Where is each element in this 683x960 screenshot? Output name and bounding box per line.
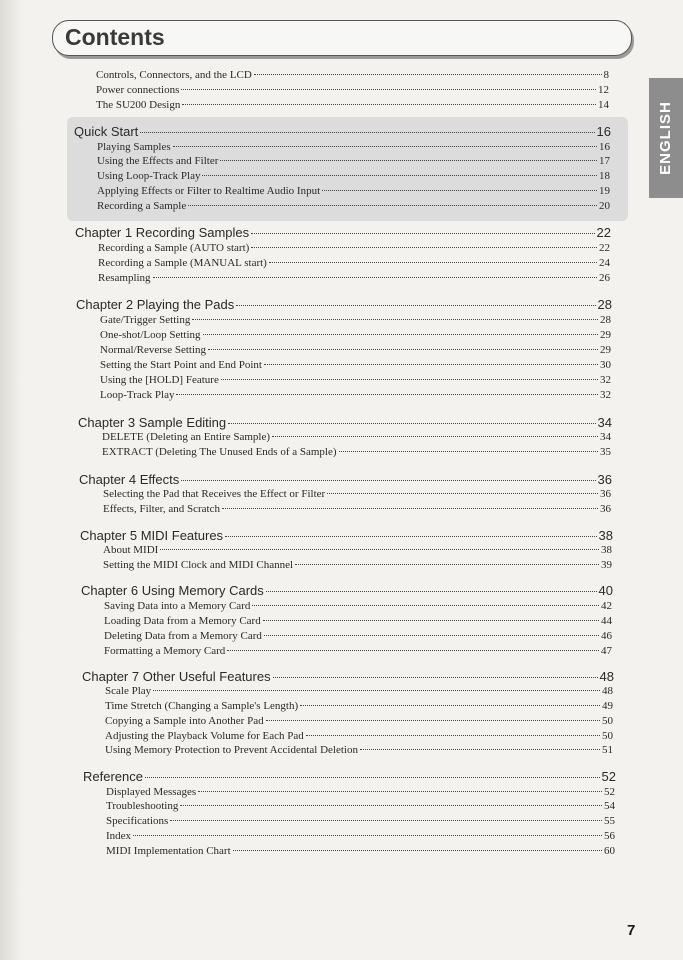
toc-entry-title: Deleting Data from a Memory Card: [104, 630, 262, 642]
dot-leader: [327, 493, 598, 494]
dot-leader: [360, 749, 600, 750]
toc-entry-page: 35: [600, 446, 611, 458]
toc-entry[interactable]: [106, 830, 615, 844]
toc-entry-page: 26: [599, 272, 610, 284]
dot-leader: [145, 777, 600, 778]
toc-chapter[interactable]: [83, 769, 616, 786]
toc-entry-page: 14: [598, 99, 609, 111]
toc-chapter[interactable]: [81, 583, 613, 600]
dot-leader: [188, 205, 597, 206]
toc-entry[interactable]: [105, 730, 613, 744]
toc-entry-title: Loop-Track Play: [100, 389, 175, 401]
toc-entry[interactable]: [105, 700, 613, 714]
dot-leader: [160, 549, 599, 550]
dot-leader: [228, 423, 595, 424]
dot-leader: [300, 705, 600, 706]
dot-leader: [133, 835, 602, 836]
dot-leader: [176, 394, 598, 395]
toc-entry-title: The SU200 Design: [96, 99, 181, 111]
toc-entry-page: 51: [602, 744, 613, 756]
toc-entry-title: Recording a Sample: [97, 200, 187, 212]
toc-entry[interactable]: [106, 845, 615, 859]
toc-entry-title: Adjusting the Playback Volume for Each Pad: [105, 730, 304, 742]
toc-chapter-title: Chapter 3 Sample Editing: [78, 415, 227, 430]
toc-entry-title: Gate/Trigger Setting: [100, 314, 191, 326]
toc-entry-page: 36: [600, 503, 611, 515]
toc-entry-title: Copying a Sample into Another Pad: [105, 715, 264, 727]
toc-entry-page: 38: [601, 544, 612, 556]
language-tab-label: ENGLISH: [657, 101, 674, 175]
toc-entry-page: 36: [600, 488, 611, 500]
toc-entry-title: Using the [HOLD] Feature: [100, 374, 219, 386]
dot-leader: [273, 677, 598, 678]
toc-entry[interactable]: [104, 600, 612, 614]
toc-entry[interactable]: [97, 185, 610, 199]
toc-entry-title: Setting the MIDI Clock and MIDI Channel: [103, 559, 294, 571]
toc-entry-page: 50: [602, 715, 613, 727]
toc-chapter[interactable]: [78, 415, 612, 432]
toc-entry-page: 56: [604, 830, 615, 842]
toc-entry-page: 54: [604, 800, 615, 812]
dot-leader: [295, 564, 599, 565]
toc-entry-page: 42: [601, 600, 612, 612]
toc-entry-title: Loading Data from a Memory Card: [104, 615, 261, 627]
toc-entry-page: 18: [599, 170, 610, 182]
toc-chapter-title: Reference: [83, 769, 143, 784]
toc-chapter-title: Chapter 4 Effects: [79, 472, 180, 487]
toc-entry[interactable]: [100, 389, 611, 403]
dot-leader: [266, 720, 600, 721]
toc-entry[interactable]: [105, 685, 613, 699]
toc-entry-title: Using Loop-Track Play: [97, 170, 201, 182]
toc-entry[interactable]: [104, 645, 612, 659]
toc-entry-page: 20: [599, 200, 610, 212]
toc-entry-page: 47: [601, 645, 612, 657]
dot-leader: [236, 305, 595, 306]
dot-leader: [222, 508, 598, 509]
dot-leader: [252, 605, 599, 606]
dot-leader: [153, 690, 600, 691]
toc-entry[interactable]: [105, 744, 613, 758]
toc-chapter-title: Chapter 7 Other Useful Features: [82, 669, 271, 684]
toc-entry-page: 32: [600, 374, 611, 386]
contents-title-bar: [52, 20, 632, 56]
dot-leader: [192, 319, 598, 320]
toc-entry-page: 52: [604, 786, 615, 798]
dot-leader: [140, 132, 594, 133]
toc-entry-title: Selecting the Pad that Receives the Effect or Filter: [103, 488, 326, 500]
toc-entry[interactable]: [100, 329, 611, 343]
toc-entry[interactable]: [102, 431, 611, 445]
toc-entry-title: Applying Effects or Filter to Realtime Audio Input: [97, 185, 321, 197]
toc-entry-page: 55: [604, 815, 615, 827]
page-number: 7: [627, 922, 636, 939]
toc-entry-title: Displayed Messages: [106, 786, 197, 798]
toc-entry-page: 29: [600, 344, 611, 356]
toc-entry[interactable]: [97, 155, 610, 169]
toc-entry[interactable]: [97, 141, 610, 155]
dot-leader: [202, 175, 597, 176]
toc-entry-page: 30: [600, 359, 611, 371]
toc-entry-page: 50: [602, 730, 613, 742]
dot-leader: [272, 436, 598, 437]
dot-leader: [251, 247, 597, 248]
dot-leader: [180, 805, 602, 806]
toc-entry-title: Saving Data into a Memory Card: [104, 600, 251, 612]
dot-leader: [208, 349, 598, 350]
toc-section-title: Quick Start: [74, 124, 139, 139]
toc-entry-title: Normal/Reverse Setting: [100, 344, 207, 356]
toc-entry[interactable]: [98, 257, 610, 271]
toc-chapter[interactable]: [80, 528, 613, 545]
toc-entry-page: 29: [600, 329, 611, 341]
toc-entry[interactable]: [96, 99, 609, 113]
toc-entry-page: 28: [600, 314, 611, 326]
toc-entry-page: 32: [600, 389, 611, 401]
toc-entry-page: 22: [599, 242, 610, 254]
toc-entry[interactable]: [100, 344, 611, 358]
toc-entry[interactable]: [96, 84, 609, 98]
dot-leader: [254, 74, 602, 75]
toc-entry-title: Index: [106, 830, 132, 842]
toc-entry-title: About MIDI: [103, 544, 159, 556]
toc-chapter-page: 38: [598, 528, 613, 543]
toc-entry[interactable]: [98, 272, 610, 286]
toc-chapter-page: 34: [597, 415, 612, 430]
toc-entry-page: 48: [602, 685, 613, 697]
toc-entry-title: EXTRACT (Deleting The Unused Ends of a Sample): [102, 446, 337, 458]
dot-leader: [264, 364, 598, 365]
toc-chapter-title: Chapter 2 Playing the Pads: [76, 297, 235, 312]
toc-entry[interactable]: [98, 242, 610, 256]
language-tab: [649, 78, 683, 198]
toc-entry-page: 60: [604, 845, 615, 857]
toc-entry[interactable]: [103, 544, 612, 558]
toc-entry-page: 16: [599, 141, 610, 153]
toc-entry-page: 49: [602, 700, 613, 712]
toc-entry-title: Recording a Sample (MANUAL start): [98, 257, 267, 269]
dot-leader: [322, 190, 597, 191]
toc-entry[interactable]: [97, 170, 610, 184]
toc-chapter-page: 36: [597, 472, 612, 487]
dot-leader: [173, 146, 597, 147]
toc-entry-title: Scale Play: [105, 685, 152, 697]
toc-entry-title: Recording a Sample (AUTO start): [98, 242, 250, 254]
toc-entry-title: Resampling: [98, 272, 151, 284]
toc-entry-page: 17: [599, 155, 610, 167]
dot-leader: [233, 850, 602, 851]
toc-chapter-title: Chapter 6 Using Memory Cards: [81, 583, 264, 598]
dot-leader: [251, 233, 594, 234]
toc-section-page: 16: [596, 124, 611, 139]
toc-entry-title: Controls, Connectors, and the LCD: [96, 69, 252, 81]
toc-entry-page: 39: [601, 559, 612, 571]
toc-entry[interactable]: [100, 359, 611, 373]
toc-entry-page: 19: [599, 185, 610, 197]
toc-entry[interactable]: [96, 69, 609, 83]
toc-entry[interactable]: [104, 630, 612, 644]
toc-entry-page: 8: [603, 69, 609, 81]
toc-entry[interactable]: [97, 200, 610, 214]
dot-leader: [170, 820, 602, 821]
toc-entry-title: Using Memory Protection to Prevent Accidental Deletion: [105, 744, 358, 756]
toc-entry-title: Effects, Filter, and Scratch: [103, 503, 220, 515]
toc-entry-title: Using the Effects and Filter: [97, 155, 219, 167]
toc-entry[interactable]: [106, 786, 615, 800]
toc-entry-title: Troubleshooting: [106, 800, 179, 812]
toc-entry-title: Time Stretch (Changing a Sample's Length): [105, 700, 299, 712]
dot-leader: [182, 104, 596, 105]
dot-leader: [181, 480, 595, 481]
toc-section[interactable]: [74, 124, 611, 141]
toc-entry[interactable]: [102, 446, 611, 460]
toc-chapter[interactable]: [79, 472, 612, 489]
toc-entry-title: Playing Samples: [97, 141, 171, 153]
page-title: Contents: [65, 24, 165, 50]
toc-entry[interactable]: [106, 800, 615, 814]
toc-chapter-page: 40: [598, 583, 613, 598]
toc-chapter-title: Chapter 5 MIDI Features: [80, 528, 224, 543]
page-binding-shadow: [0, 0, 22, 960]
dot-leader: [220, 160, 597, 161]
toc-chapter-page: 52: [601, 769, 616, 784]
toc-entry-page: 34: [600, 431, 611, 443]
toc-entry-title: DELETE (Deleting an Entire Sample): [102, 431, 270, 443]
toc-entry-title: Formatting a Memory Card: [104, 645, 226, 657]
toc-chapter-page: 48: [599, 669, 614, 684]
toc-entry-page: 46: [601, 630, 612, 642]
dot-leader: [263, 620, 599, 621]
dot-leader: [198, 791, 602, 792]
toc-entry-title: One-shot/Loop Setting: [100, 329, 201, 341]
toc-entry-title: Setting the Start Point and End Point: [100, 359, 262, 371]
toc-chapter[interactable]: [82, 669, 614, 686]
dot-leader: [225, 536, 596, 537]
toc-entry-title: Power connections: [96, 84, 180, 96]
toc-chapter[interactable]: [75, 225, 611, 242]
toc-entry[interactable]: [106, 815, 615, 829]
toc-entry-title: MIDI Implementation Chart: [106, 845, 231, 857]
toc-chapter-page: 22: [596, 225, 611, 240]
dot-leader: [264, 635, 599, 636]
toc-entry[interactable]: [103, 488, 611, 502]
dot-leader: [269, 262, 597, 263]
toc-entry[interactable]: [104, 615, 612, 629]
toc-chapter-title: Chapter 1 Recording Samples: [75, 225, 250, 240]
toc-chapter[interactable]: [76, 297, 612, 314]
toc-entry-page: 24: [599, 257, 610, 269]
toc-entry[interactable]: [103, 559, 612, 573]
toc-entry[interactable]: [103, 503, 611, 517]
dot-leader: [339, 451, 598, 452]
toc-entry-page: 44: [601, 615, 612, 627]
toc-entry[interactable]: [100, 314, 611, 328]
dot-leader: [203, 334, 598, 335]
toc-entry[interactable]: [100, 374, 611, 388]
dot-leader: [227, 650, 599, 651]
dot-leader: [181, 89, 596, 90]
dot-leader: [221, 379, 598, 380]
toc-entry[interactable]: [105, 715, 613, 729]
dot-leader: [153, 277, 597, 278]
toc-entry-title: Specifications: [106, 815, 169, 827]
dot-leader: [306, 735, 600, 736]
dot-leader: [266, 591, 597, 592]
toc-entry-page: 12: [598, 84, 609, 96]
toc-chapter-page: 28: [597, 297, 612, 312]
